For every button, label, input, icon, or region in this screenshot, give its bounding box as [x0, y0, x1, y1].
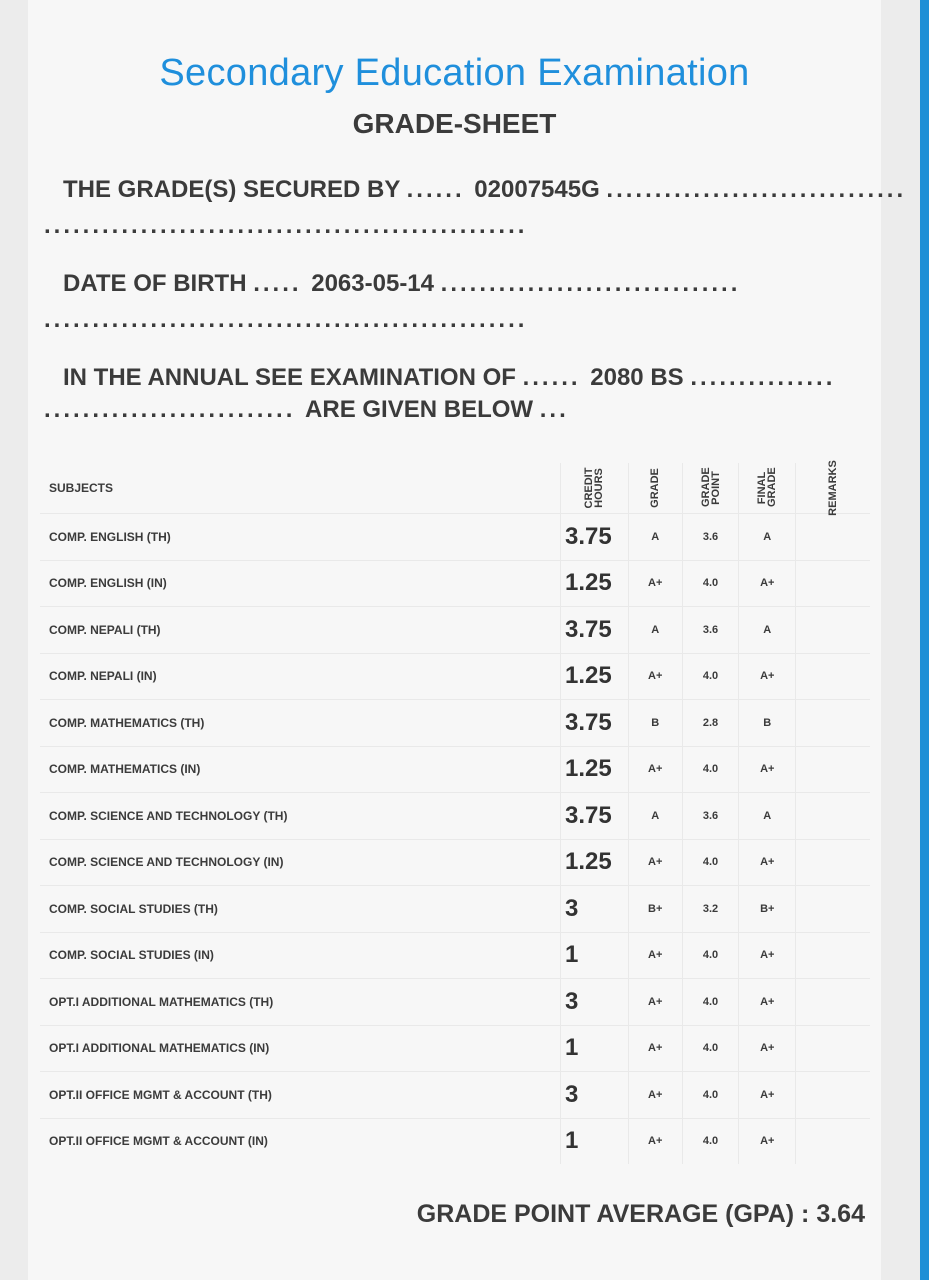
- remarks-cell: [796, 886, 870, 933]
- grades-table: [40, 460, 870, 1164]
- final-grade-cell: A+: [739, 1118, 796, 1164]
- grade-point-cell: 3.2: [682, 886, 739, 933]
- given-below-line: .......................... ARE GIVEN BELOW ...: [44, 396, 569, 423]
- header-grade: GRADE: [628, 463, 682, 514]
- exam-label: IN THE ANNUAL SEE EXAMINATION OF: [63, 364, 516, 391]
- final-grade-cell: A+: [739, 746, 796, 793]
- subject-cell: OPT.I ADDITIONAL MATHEMATICS (TH): [40, 979, 560, 1026]
- credit-hours-cell: 3.75: [560, 700, 628, 747]
- credit-hours-cell: 1.25: [560, 746, 628, 793]
- final-grade-cell: A+: [739, 1072, 796, 1119]
- final-grade-cell: A+: [739, 932, 796, 979]
- credit-hours-cell: 1: [560, 932, 628, 979]
- date-of-birth: 2063-05-14: [311, 270, 434, 297]
- symbol-number: 02007545G: [474, 176, 600, 203]
- remarks-cell: [796, 932, 870, 979]
- final-grade-cell: A+: [739, 1025, 796, 1072]
- table-row: [40, 839, 870, 886]
- grade-cell: A+: [628, 746, 682, 793]
- remarks-cell: [796, 1118, 870, 1164]
- table-row: [40, 560, 870, 607]
- header-final-grade: FINAL GRADE: [739, 463, 796, 514]
- secured-by-label: THE GRADE(S) SECURED BY: [63, 176, 400, 203]
- credit-hours-cell: 1.25: [560, 560, 628, 607]
- table-row: [40, 700, 870, 747]
- remarks-cell: [796, 793, 870, 840]
- dotted-line: ..................................................: [44, 306, 528, 333]
- remarks-cell: [796, 1072, 870, 1119]
- table-row: [40, 793, 870, 840]
- grade-point-cell: 4.0: [682, 1025, 739, 1072]
- exam-year: 2080 BS: [590, 364, 684, 391]
- subject-cell: COMP. SCIENCE AND TECHNOLOGY (TH): [40, 793, 560, 840]
- grade-cell: A: [628, 793, 682, 840]
- subject-cell: COMP. ENGLISH (TH): [40, 514, 560, 561]
- grade-point-cell: 4.0: [682, 653, 739, 700]
- exam-title: Secondary Education Examination: [159, 52, 750, 94]
- remarks-cell: [796, 700, 870, 747]
- remarks-cell: [796, 746, 870, 793]
- grade-point-cell: 4.0: [682, 560, 739, 607]
- table-row: [40, 514, 870, 561]
- header-subjects: SUBJECTS: [49, 481, 114, 495]
- grade-point-cell: 4.0: [682, 1118, 739, 1164]
- dotted-line: ..................................................: [44, 212, 528, 239]
- final-grade-cell: A+: [739, 839, 796, 886]
- credit-hours-cell: 3.75: [560, 793, 628, 840]
- table-row: [40, 886, 870, 933]
- subject-cell: OPT.I ADDITIONAL MATHEMATICS (IN): [40, 1025, 560, 1072]
- grade-cell: A+: [628, 1025, 682, 1072]
- credit-hours-cell: 1: [560, 1118, 628, 1164]
- remarks-cell: [796, 514, 870, 561]
- remarks-cell: [796, 653, 870, 700]
- final-grade-cell: A: [739, 514, 796, 561]
- right-accent-bar: [920, 0, 929, 1280]
- gpa-label: GRADE POINT AVERAGE (GPA) :: [416, 1200, 810, 1228]
- table-row: [40, 1025, 870, 1072]
- grade-point-cell: 3.6: [682, 514, 739, 561]
- subject-cell: COMP. NEPALI (IN): [40, 653, 560, 700]
- subject-cell: OPT.II OFFICE MGMT & ACCOUNT (TH): [40, 1072, 560, 1119]
- table-row: [40, 1118, 870, 1164]
- grade-cell: A+: [628, 1118, 682, 1164]
- grade-point-cell: 3.6: [682, 793, 739, 840]
- table-row: [40, 653, 870, 700]
- credit-hours-cell: 1.25: [560, 839, 628, 886]
- header-grade-point: GRADE POINT: [682, 463, 739, 514]
- grade-cell: A+: [628, 1072, 682, 1119]
- credit-hours-cell: 3.75: [560, 514, 628, 561]
- grade-cell: A: [628, 607, 682, 654]
- grade-point-cell: 4.0: [682, 1072, 739, 1119]
- table-row: [40, 1072, 870, 1119]
- grade-point-cell: 3.6: [682, 607, 739, 654]
- grade-point-cell: 4.0: [682, 932, 739, 979]
- grade-point-cell: 4.0: [682, 979, 739, 1026]
- subject-cell: COMP. SCIENCE AND TECHNOLOGY (IN): [40, 839, 560, 886]
- remarks-cell: [796, 1025, 870, 1072]
- final-grade-cell: A+: [739, 653, 796, 700]
- table-row: [40, 979, 870, 1026]
- grade-cell: A+: [628, 979, 682, 1026]
- subject-cell: COMP. ENGLISH (IN): [40, 560, 560, 607]
- dob-label: DATE OF BIRTH: [63, 270, 247, 297]
- grade-cell: B: [628, 700, 682, 747]
- dob-line: DATE OF BIRTH ..... 2063-05-14 ...............................: [63, 270, 741, 297]
- grade-cell: B+: [628, 886, 682, 933]
- grade-sheet: [28, 0, 907, 1280]
- credit-hours-cell: 1.25: [560, 653, 628, 700]
- credit-hours-cell: 3: [560, 979, 628, 1026]
- grade-point-cell: 4.0: [682, 746, 739, 793]
- final-grade-cell: B: [739, 700, 796, 747]
- remarks-cell: [796, 607, 870, 654]
- subject-cell: COMP. NEPALI (TH): [40, 607, 560, 654]
- credit-hours-cell: 3: [560, 886, 628, 933]
- exam-line: IN THE ANNUAL SEE EXAMINATION OF ...... 2080 BS ...............: [63, 364, 836, 391]
- subject-cell: COMP. MATHEMATICS (TH): [40, 700, 560, 747]
- grade-cell: A+: [628, 560, 682, 607]
- subject-cell: OPT.II OFFICE MGMT & ACCOUNT (IN): [40, 1118, 560, 1164]
- gpa-summary: [417, 1200, 865, 1229]
- subject-cell: COMP. SOCIAL STUDIES (TH): [40, 886, 560, 933]
- grade-cell: A+: [628, 932, 682, 979]
- gpa-value: 3.64: [816, 1200, 865, 1228]
- grade-point-cell: 2.8: [682, 700, 739, 747]
- final-grade-cell: B+: [739, 886, 796, 933]
- credit-hours-cell: 1: [560, 1025, 628, 1072]
- header-remarks: REMARKS: [796, 463, 870, 514]
- grade-point-cell: 4.0: [682, 839, 739, 886]
- table-row: [40, 932, 870, 979]
- table-row: [40, 607, 870, 654]
- final-grade-cell: A: [739, 793, 796, 840]
- remarks-cell: [796, 560, 870, 607]
- credit-hours-cell: 3.75: [560, 607, 628, 654]
- final-grade-cell: A+: [739, 979, 796, 1026]
- grade-cell: A+: [628, 653, 682, 700]
- table-header-row: [40, 463, 870, 514]
- sheet-subtitle: GRADE-SHEET: [352, 108, 557, 139]
- final-grade-cell: A+: [739, 560, 796, 607]
- secured-by-line: THE GRADE(S) SECURED BY ...... 02007545G ...............................: [63, 176, 907, 203]
- grade-cell: A: [628, 514, 682, 561]
- credit-hours-cell: 3: [560, 1072, 628, 1119]
- table-row: [40, 746, 870, 793]
- given-below-text: ARE GIVEN BELOW: [305, 396, 534, 423]
- subject-cell: COMP. SOCIAL STUDIES (IN): [40, 932, 560, 979]
- final-grade-cell: A: [739, 607, 796, 654]
- subject-cell: COMP. MATHEMATICS (IN): [40, 746, 560, 793]
- header-credit-hours: CREDIT HOURS: [560, 463, 628, 514]
- grade-cell: A+: [628, 839, 682, 886]
- remarks-cell: [796, 979, 870, 1026]
- remarks-cell: [796, 839, 870, 886]
